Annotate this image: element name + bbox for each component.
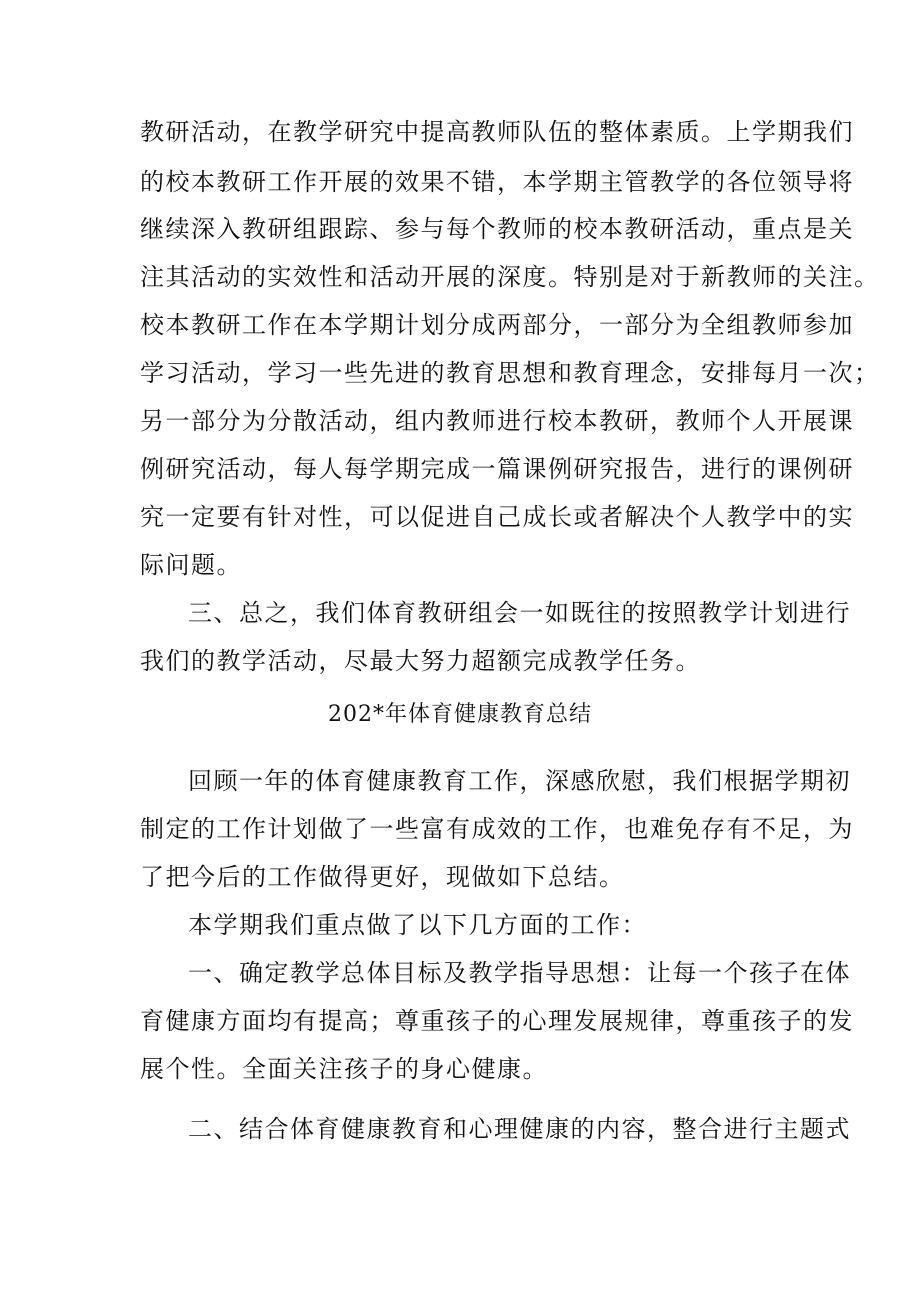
text-line: 育健康方面均有提高；尊重孩子的心理发展规律，尊重孩子的发 [140,1007,854,1035]
text-line: 教研活动，在教学研究中提高教师队伍的整体素质。上学期我们 [140,118,854,146]
text-line: 学习活动，学习一些先进的教育思想和教育理念，安排每月一次； [140,359,880,387]
text-line: 三、总之，我们体育教研组会一如既往的按照教学计划进行 [188,599,851,627]
text-line: 继续深入教研组跟踪、参与每个教师的校本教研活动，重点是关 [140,215,854,243]
text-line: 回顾一年的体育健康教育工作，深感欣慰，我们根据学期初 [188,767,851,795]
text-line: 注其活动的实效性和活动开展的深度。特别是对于新教师的关注。 [140,263,880,291]
text-line: 究一定要有针对性，可以促进自己成长或者解决个人教学中的实 [140,503,854,531]
text-line: 了把今后的工作做得更好，现做如下总结。 [140,863,625,891]
text-line: 一、确定教学总体目标及教学指导思想：让每一个孩子在体 [188,959,851,987]
text-line: 二、结合体育健康教育和心理健康的内容，整合进行主题式 [188,1115,851,1143]
text-line: 校本教研工作在本学期计划分成两部分，一部分为全组教师参加 [140,311,854,339]
text-line: 制定的工作计划做了一些富有成效的工作，也难免存有不足，为 [140,815,854,843]
text-line: 我们的教学活动，尽最大努力超额完成教学任务。 [140,647,701,675]
text-line: 际问题。 [140,551,242,579]
section-title: 202*年体育健康教育总结 [328,702,592,727]
text-line: 另一部分为分散活动，组内教师进行校本教研，教师个人开展课 [140,407,854,435]
text-line: 本学期我们重点做了以下几方面的工作： [188,911,647,939]
text-line: 展个性。全面关注孩子的身心健康。 [140,1055,548,1083]
text-line: 的校本教研工作开展的效果不错，本学期主管教学的各位领导将 [140,168,854,196]
text-line: 例研究活动，每人每学期完成一篇课例研究报告，进行的课例研 [140,455,854,483]
